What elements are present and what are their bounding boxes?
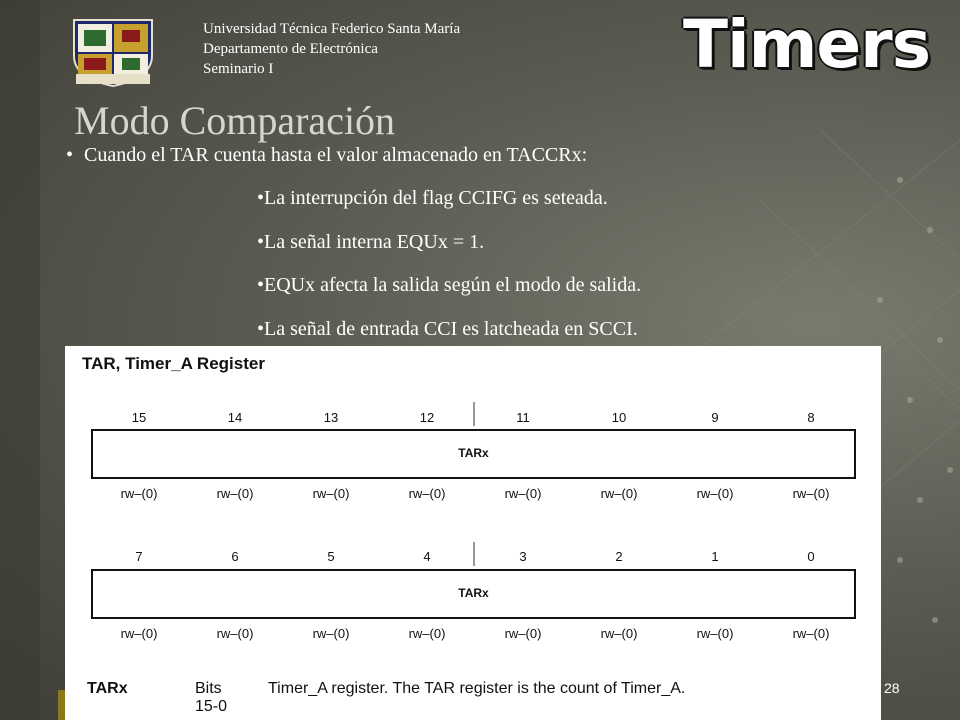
desc-bits-range: 15-0 <box>195 698 228 715</box>
register-field-low <box>91 569 856 619</box>
byte-separator <box>473 402 475 426</box>
bullet-dot-icon: • <box>66 144 74 166</box>
low-bit-numbers <box>91 549 861 571</box>
access-label: rw–(0) <box>600 486 638 501</box>
high-access-row <box>91 486 861 504</box>
bit-number: 11 <box>516 410 530 425</box>
bit-number: 7 <box>135 549 143 564</box>
low-access-row <box>91 626 861 644</box>
access-label: rw–(0) <box>504 486 542 501</box>
access-label: rw–(0) <box>792 486 830 501</box>
access-label: rw–(0) <box>600 626 638 641</box>
access-label: rw–(0) <box>696 626 734 641</box>
bit-number: 5 <box>327 549 335 564</box>
access-label: rw–(0) <box>408 626 446 641</box>
institution-block <box>203 19 460 79</box>
access-label: rw–(0) <box>120 626 158 641</box>
sub-bullet: •EQUx afecta la salida según el modo de salida. <box>257 274 642 296</box>
field-label: TARx <box>458 586 489 600</box>
access-label: rw–(0) <box>312 486 350 501</box>
bit-number: 1 <box>711 549 719 564</box>
main-bullet <box>66 144 587 167</box>
bit-number: 4 <box>423 549 431 564</box>
access-label: rw–(0) <box>216 486 254 501</box>
access-label: rw–(0) <box>696 486 734 501</box>
bit-number: 10 <box>611 410 627 425</box>
desc-text: Timer_A register. The TAR register is the count of Timer_A. <box>268 680 686 697</box>
register-title: TAR, Timer_A Register <box>82 354 265 373</box>
access-label: rw–(0) <box>312 626 350 641</box>
brand-title: Timers <box>683 6 931 83</box>
bit-number: 15 <box>131 410 147 425</box>
bit-number: 2 <box>615 549 623 564</box>
bit-number: 8 <box>807 410 815 425</box>
byte-separator <box>473 542 475 566</box>
desc-bits-label: Bits <box>195 680 222 697</box>
desc-bits <box>195 680 227 716</box>
slide-number: 28 <box>884 680 900 696</box>
department-name: Departamento de Electrónica <box>203 41 378 57</box>
bit-number: 6 <box>231 549 239 564</box>
bit-number: 14 <box>227 410 243 425</box>
university-name: Universidad Técnica Federico Santa María <box>203 21 461 37</box>
sub-bullet: •La interrupción del flag CCIFG es seteada. <box>257 187 608 209</box>
course-name: Seminario I <box>203 61 274 77</box>
bit-number: 3 <box>519 549 527 564</box>
access-label: rw–(0) <box>504 626 542 641</box>
university-crest-logo <box>70 16 156 88</box>
main-bullet-text: Cuando el TAR cuenta hasta el valor almacenado en TACCRx: <box>84 144 588 166</box>
field-label: TARx <box>458 446 489 460</box>
slide-title: Modo Comparación <box>74 98 396 143</box>
bit-number: 12 <box>419 410 435 425</box>
register-field-high <box>91 429 856 479</box>
access-label: rw–(0) <box>792 626 830 641</box>
access-label: rw–(0) <box>408 486 446 501</box>
access-label: rw–(0) <box>120 486 158 501</box>
register-diagram <box>65 346 881 720</box>
sub-bullet: •La señal interna EQUx = 1. <box>257 231 485 253</box>
sub-bullet: •La señal de entrada CCI es latcheada en SCCI. <box>257 318 638 340</box>
bit-number: 13 <box>323 410 339 425</box>
bit-number: 9 <box>711 410 719 425</box>
desc-field-name: TARx <box>87 680 128 697</box>
bit-number: 0 <box>807 549 815 564</box>
access-label: rw–(0) <box>216 626 254 641</box>
